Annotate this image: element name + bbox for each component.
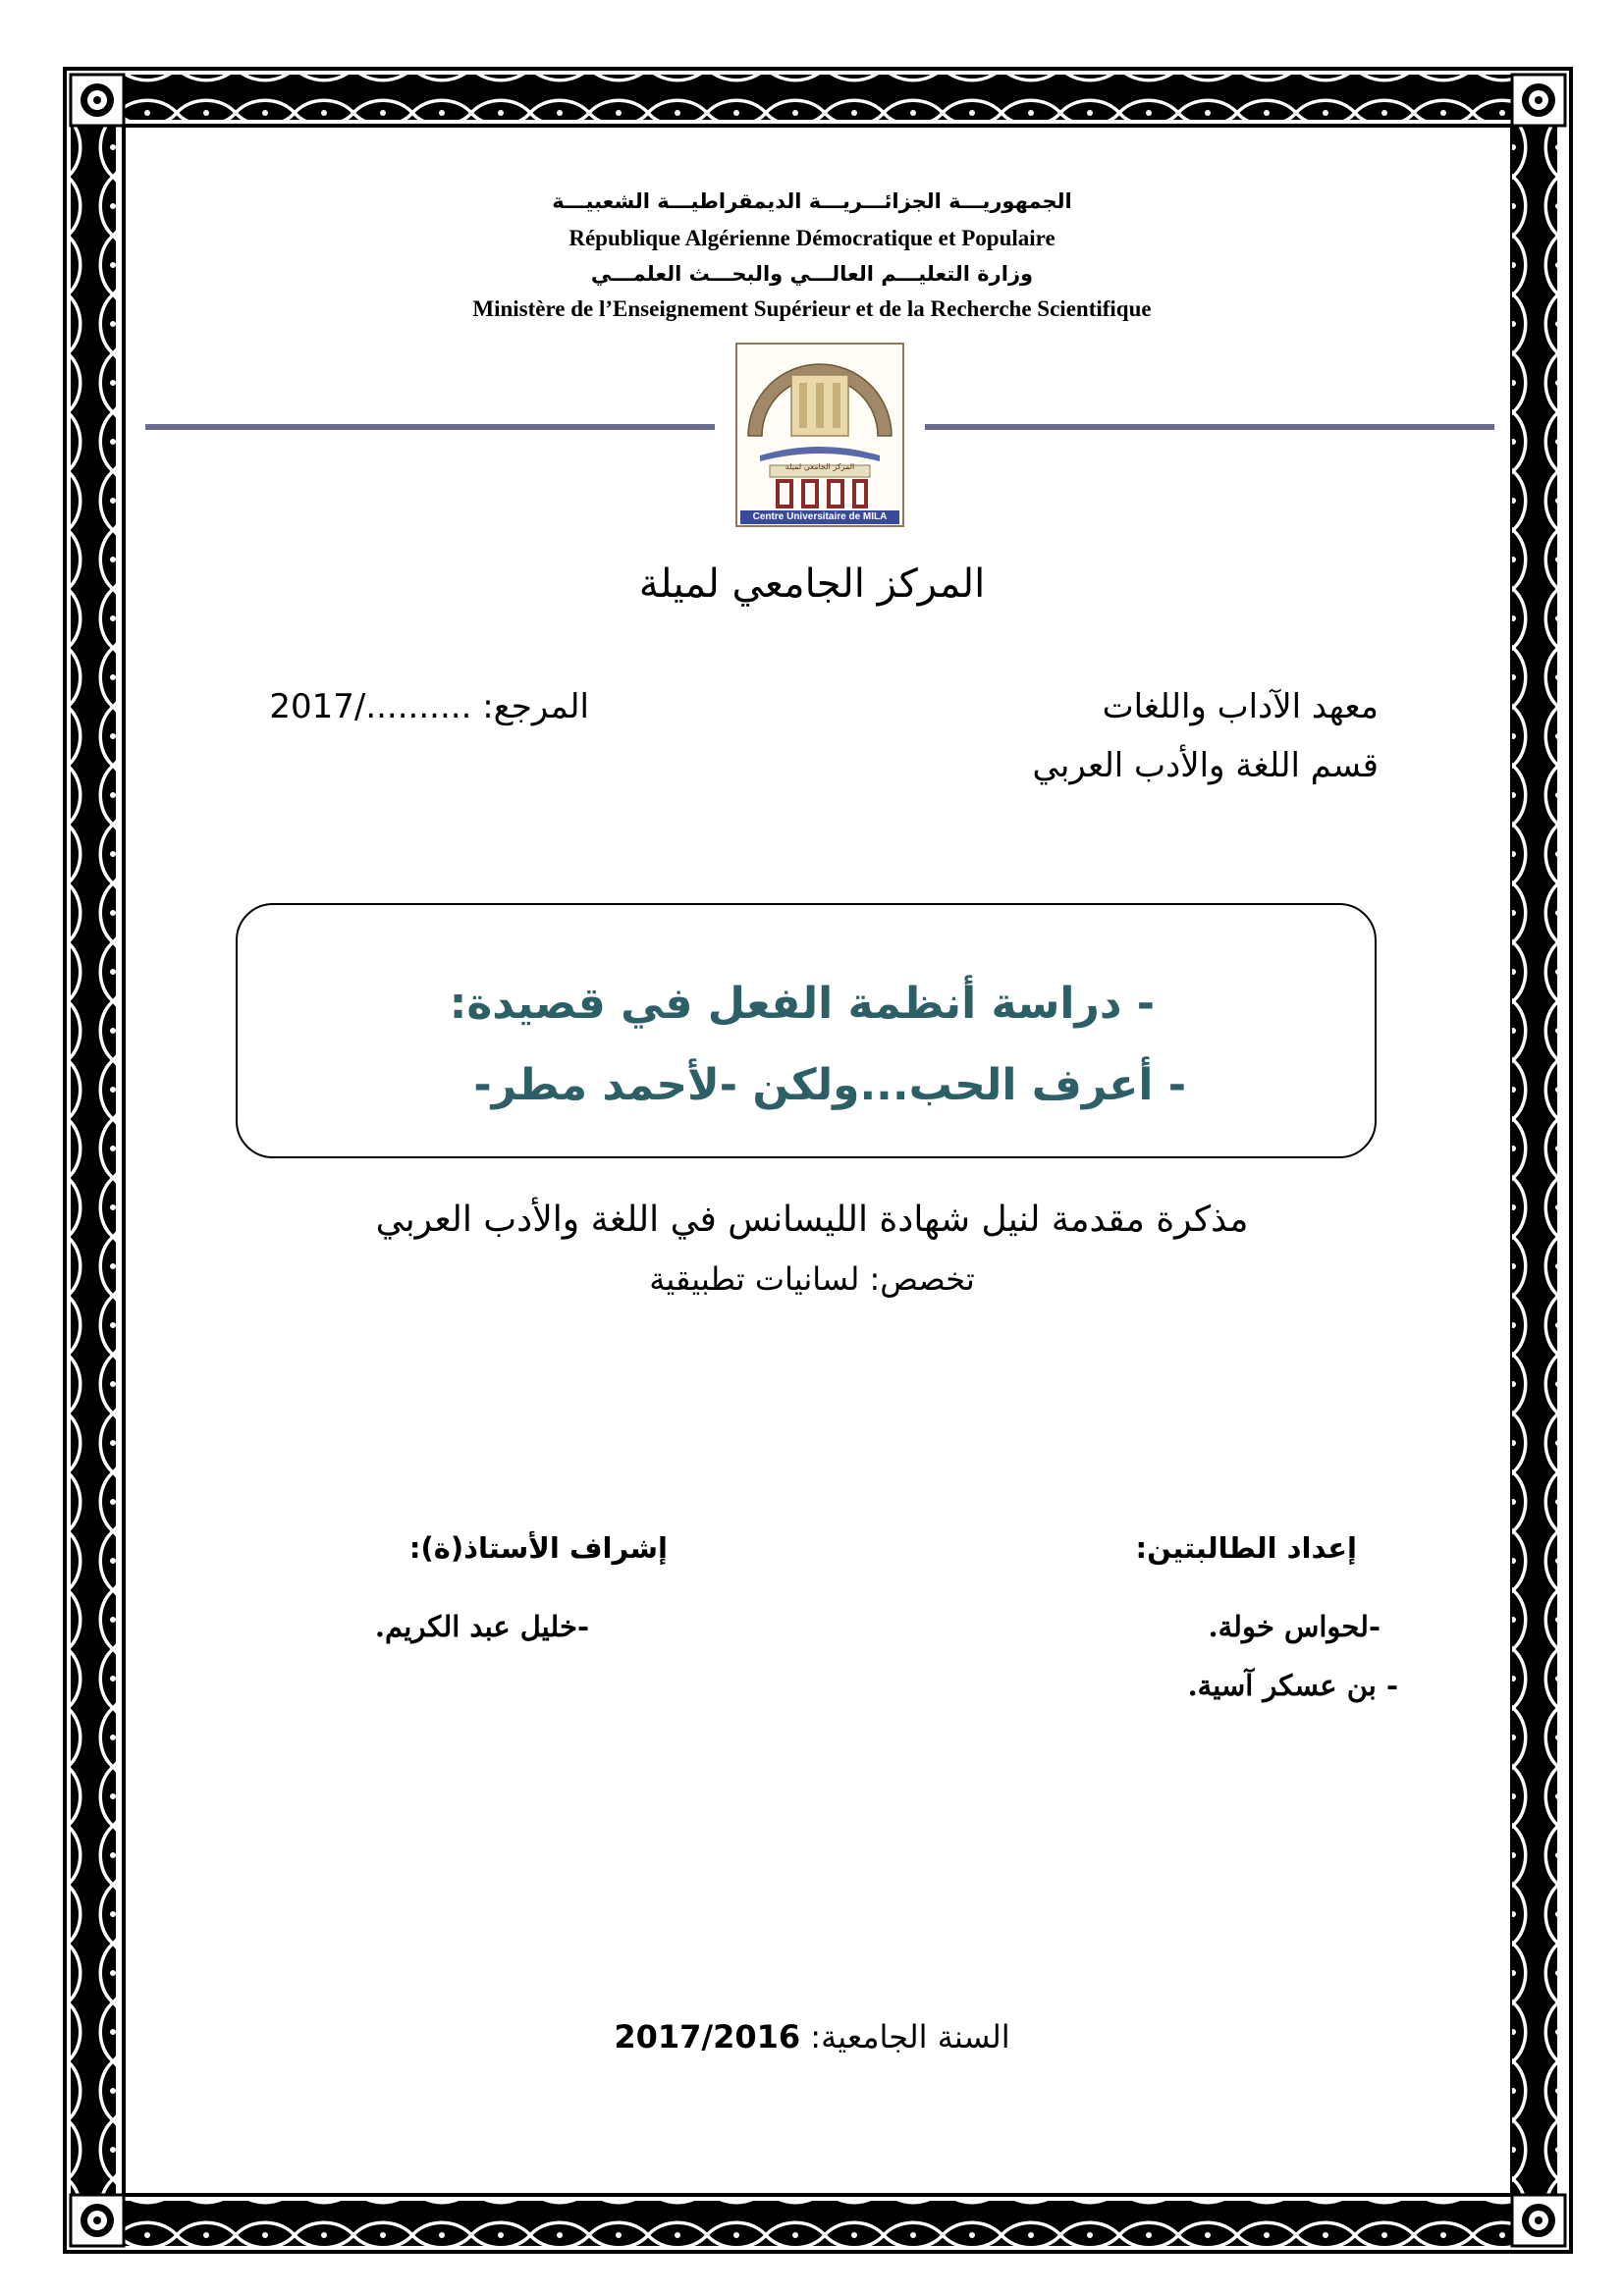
thesis-title-line-1: - دراسة أنظمة الفعل في قصيدة: (449, 979, 1155, 1029)
logo-caption: Centre Universitaire de MILA (752, 511, 888, 522)
department-name: قسم اللغة والأدب العربي (1032, 746, 1379, 785)
ministry-french: Ministère de l’Enseignement Supérieur et de la Recherche Scientifique (472, 296, 1152, 321)
republic-arabic: الجمهوريـــة الجزائـــريـــة الديمقراطيـــة الشعبيـــة (552, 189, 1072, 213)
header-rule-right (925, 424, 1494, 430)
institution-name: المركز الجامعي لميلة (638, 561, 986, 607)
university-logo (734, 342, 905, 528)
supervisor-heading: إشراف الأستاذ(ة): (408, 1531, 668, 1565)
student-name-2: - بن عسكر آسية. (1187, 1669, 1398, 1702)
republic-french: République Algérienne Démocratique et Populaire (568, 226, 1056, 250)
ministry-arabic: وزارة التعليـــم العالـــي والبحـــث العلمـــي (590, 262, 1034, 286)
university-building-icon (734, 342, 905, 528)
academic-year-label: السنة الجامعية: (810, 2018, 1010, 2056)
students-heading: إعداد الطالبتين: (1135, 1531, 1357, 1565)
memo-description: مذكرة مقدمة لنيل شهادة الليسانس في اللغة والأدب العربي (375, 1200, 1249, 1240)
header-rule-left (145, 424, 715, 430)
supervisor-name: -خليل عبد الكريم. (374, 1610, 589, 1643)
institute-name: معهد الآداب واللغات (1102, 687, 1379, 726)
logo-arabic-text: المركز الجامعي لميلة (785, 462, 855, 471)
academic-year (0, 2018, 1624, 2056)
reference-number: المرجع: ........../2017 (269, 687, 589, 726)
thesis-title-box (236, 903, 1377, 1158)
thesis-title-line-2: - أعرف الحب...ولكن -لأحمد مطر- (473, 1060, 1186, 1110)
student-name-1: -لحواس خولة. (1208, 1610, 1380, 1643)
academic-year-value: 2017/2016 (614, 2018, 801, 2056)
specialty: تخصص: لسانيات تطبيقية (649, 1260, 975, 1298)
